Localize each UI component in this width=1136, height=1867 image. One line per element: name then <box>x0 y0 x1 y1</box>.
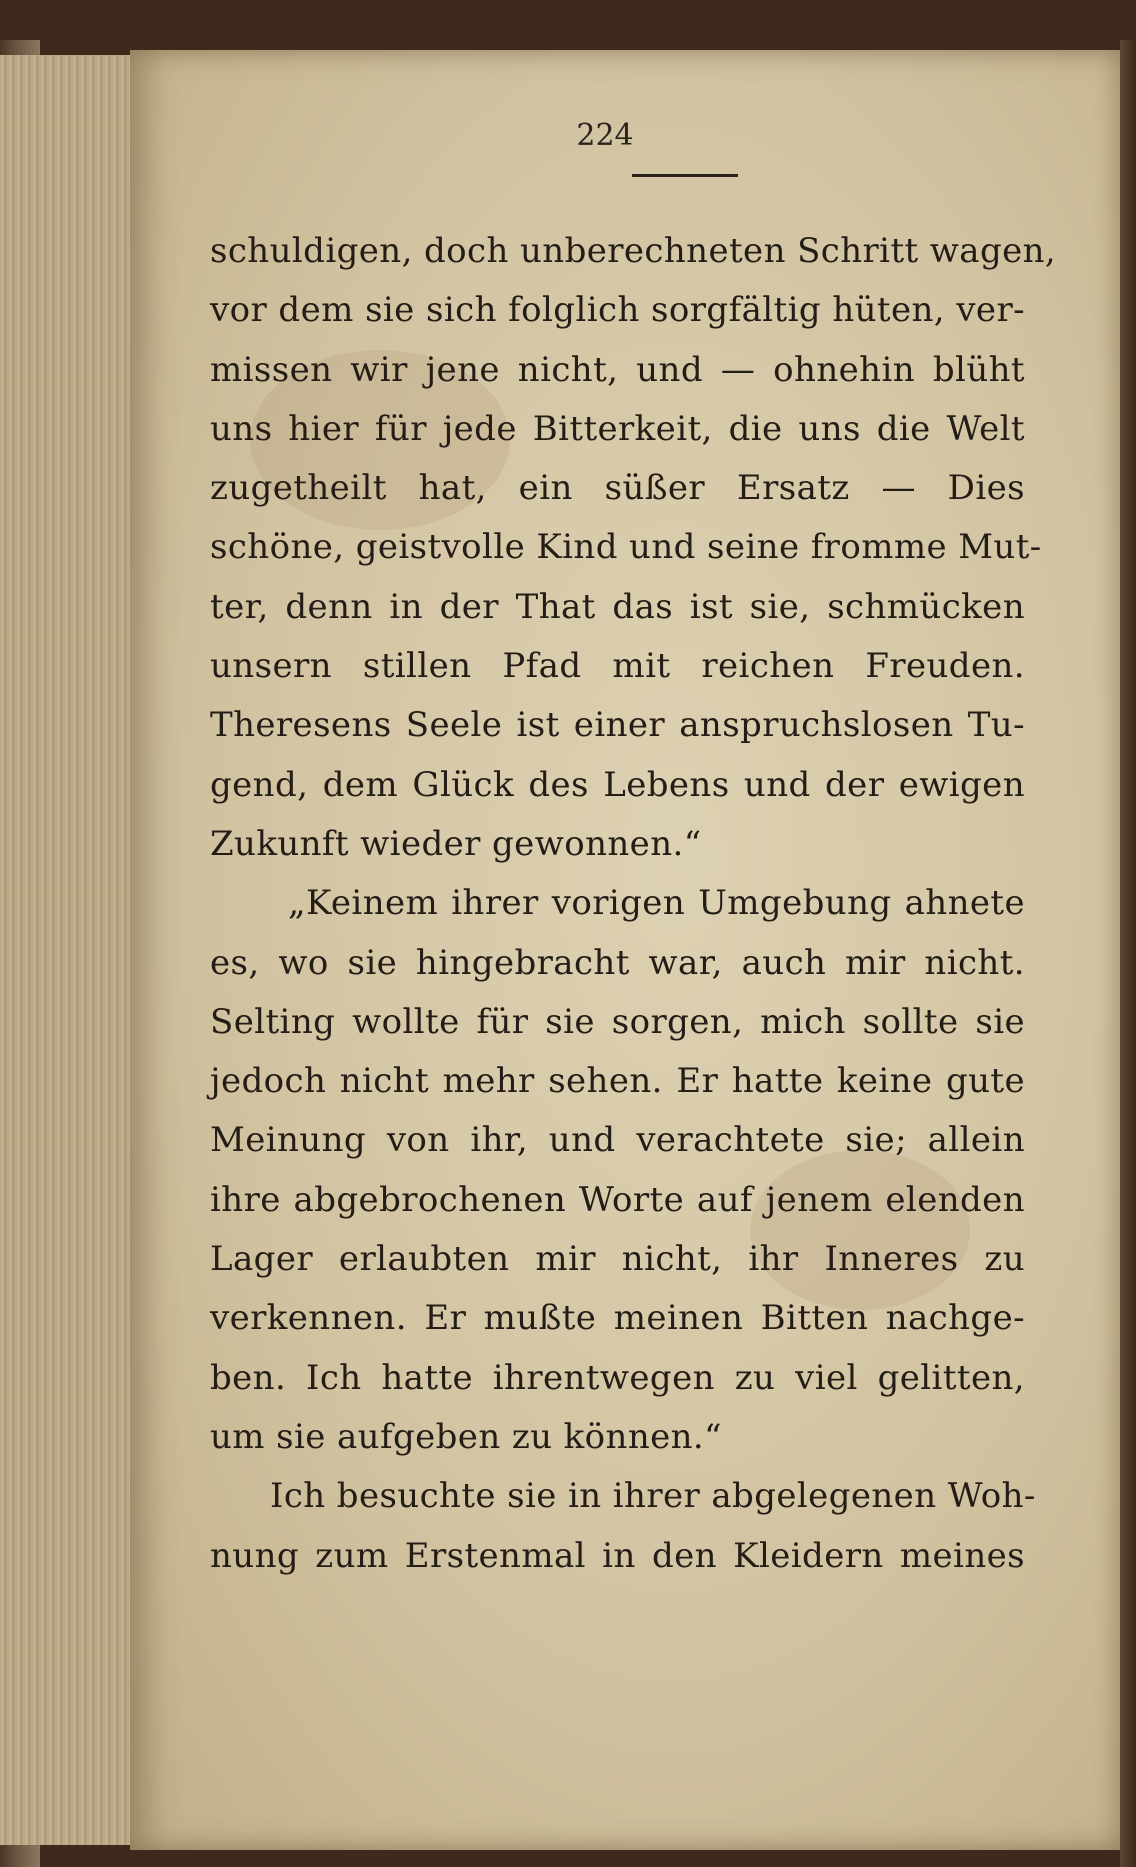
page-number: 224 <box>576 118 634 153</box>
page-number-rule <box>632 174 738 177</box>
text-line: vor dem sie sich folglich sorgfältig hüten, ver- <box>210 290 1025 331</box>
text-line: es, wo sie hingebracht war, auch mir nicht. <box>210 942 1025 983</box>
page-edges <box>0 55 132 1845</box>
text-line: missen wir jene nicht, und — ohnehin blüht <box>210 349 1025 390</box>
page-right-edge <box>1120 40 1136 1867</box>
text-line: unsern stillen Pfad mit reichen Freuden. <box>210 646 1025 687</box>
text-line: um sie aufgeben zu können.“ <box>210 1416 722 1457</box>
text-line: zugetheilt hat, ein süßer Ersatz — Dies <box>210 468 1025 509</box>
text-line: schöne, geistvolle Kind und seine fromme Mut- <box>210 527 1042 568</box>
text-line: Meinung von ihr, und verachtete sie; allein <box>210 1120 1025 1161</box>
body-text <box>210 222 1057 1586</box>
text-line: schuldigen, doch unberechneten Schritt wagen, <box>210 231 1057 271</box>
text-line: nung zum Erstenmal in den Kleidern meines <box>210 1535 1025 1576</box>
text-line: ihre abgebrochenen Worte auf jenem elenden <box>210 1179 1025 1220</box>
text-line: Selting wollte für sie sorgen, mich sollte sie <box>210 1001 1025 1042</box>
book-page <box>130 50 1120 1850</box>
text-line: Zukunft wieder gewonnen.“ <box>210 823 702 864</box>
text-line: gend, dem Glück des Lebens und der ewigen <box>210 764 1025 805</box>
text-line: „Keinem ihrer vorigen Umgebung ahnete <box>288 883 1025 924</box>
text-line: uns hier für jede Bitterkeit, die uns die Welt <box>210 408 1025 449</box>
text-line: Lager erlaubten mir nicht, ihr Inneres zu <box>210 1239 1025 1280</box>
text-line: verkennen. Er mußte meinen Bitten nachge- <box>210 1298 1025 1339</box>
text-line: Theresens Seele ist einer anspruchslosen Tu- <box>210 705 1025 746</box>
text-line: ben. Ich hatte ihrentwegen zu viel gelitten, <box>210 1357 1025 1398</box>
text-line: ter, denn in der That das ist sie, schmücken <box>210 586 1025 627</box>
text-line: jedoch nicht mehr sehen. Er hatte keine gute <box>210 1061 1025 1102</box>
text-line: Ich besuchte sie in ihrer abgelegenen Woh- <box>270 1476 1036 1517</box>
